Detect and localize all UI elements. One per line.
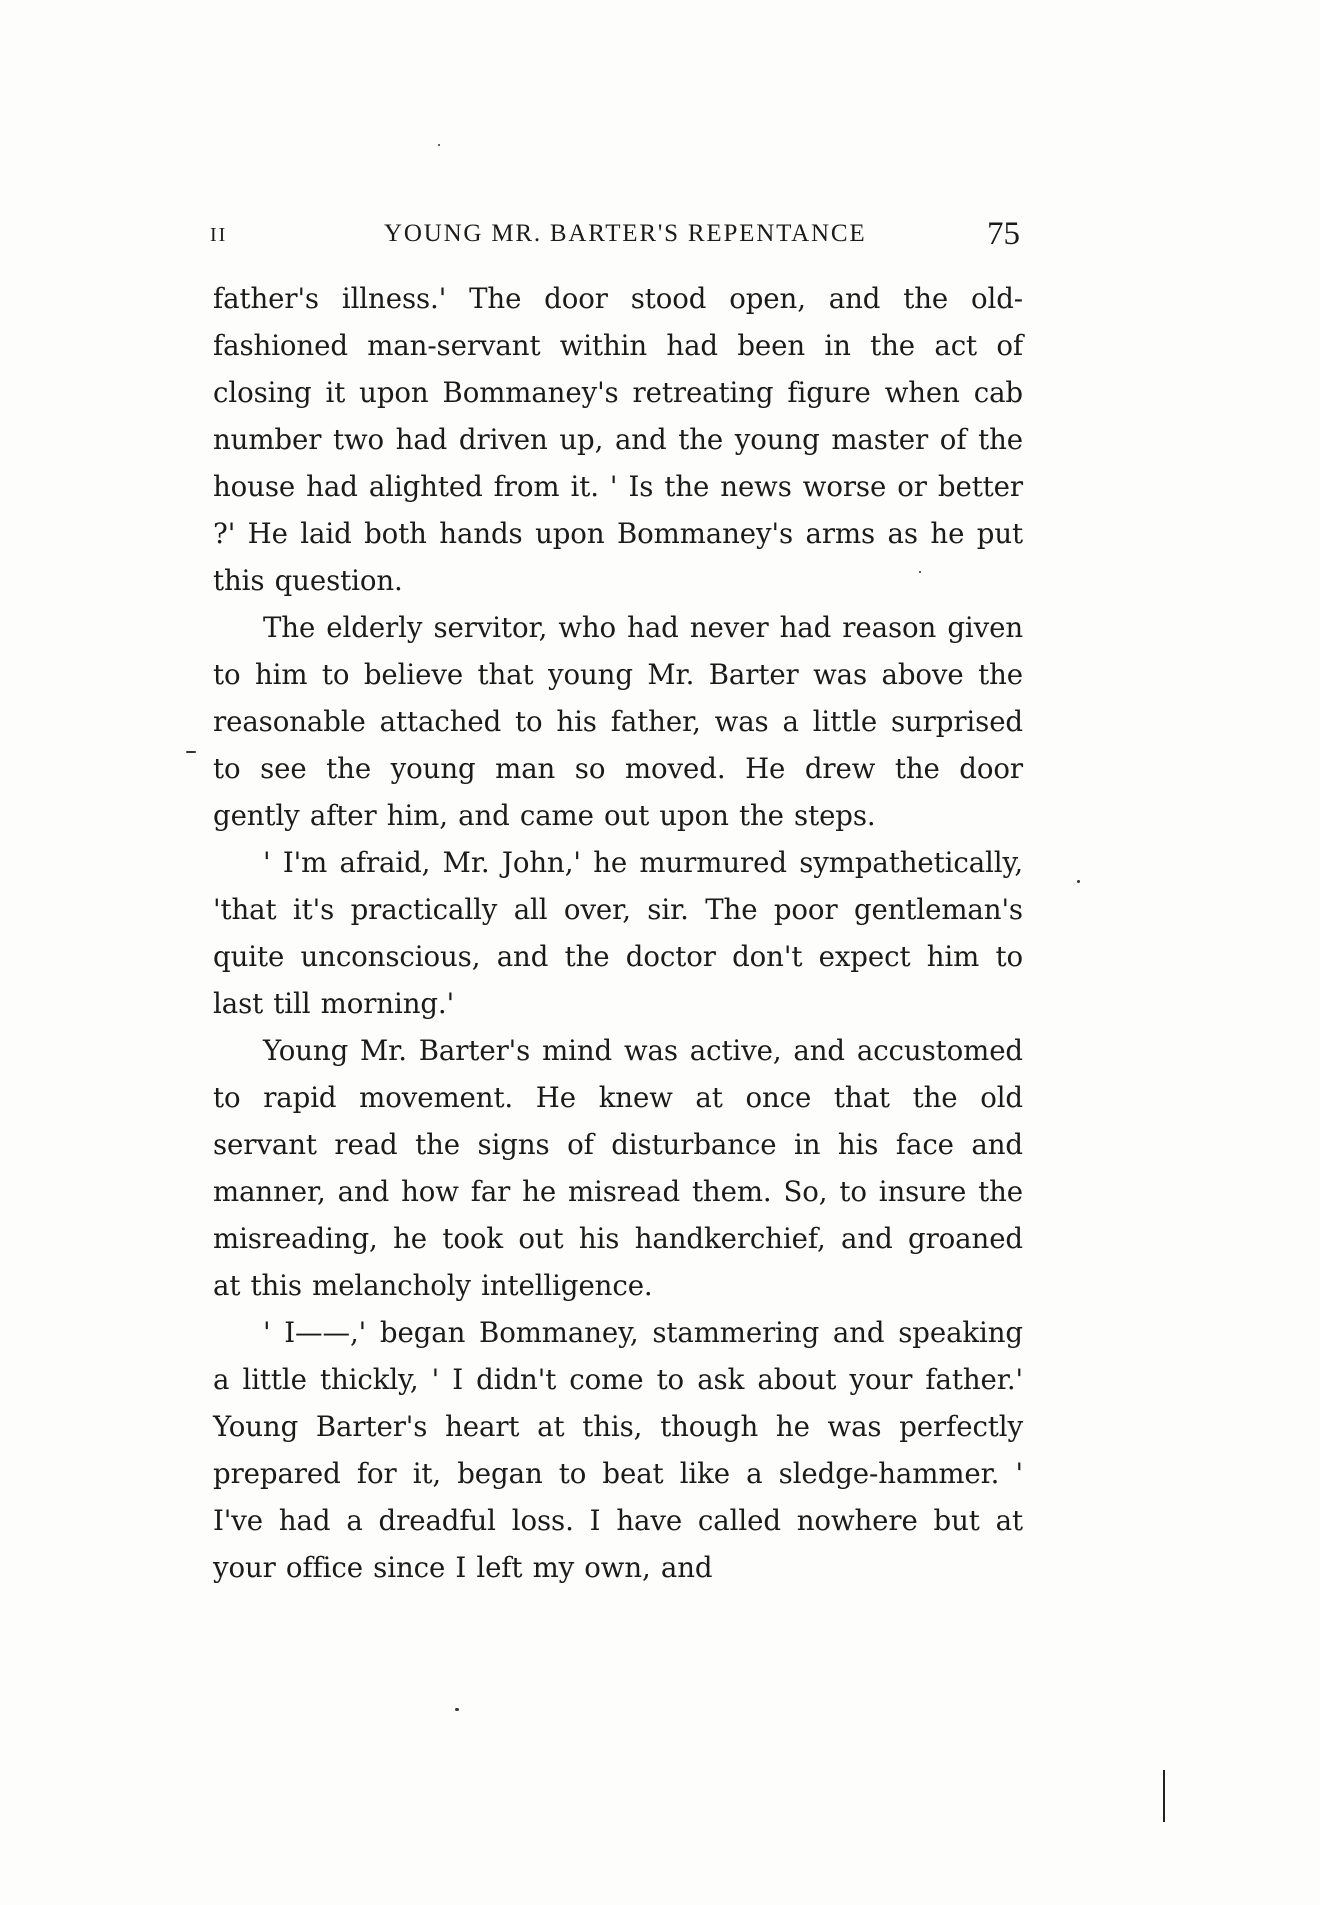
paragraph-continued: father's illness.' The door stood open, and the old-fashioned man-servant within had been in the act of closing it upon Bommaney's retreating figure when cab number two had driven up, and the young master of the house had alighted from it. ' Is the news worse or better ?' He laid both hands upon Bommaney's arms as he put this question. — [213, 282, 1023, 597]
scan-margin-line — [1163, 1770, 1165, 1822]
scan-speck — [919, 571, 921, 573]
paragraph: Young Mr. Barter's mind was active, and accustomed to rapid movement. He knew at once that the old servant read the signs of disturbance in his face and manner, and how far he misread them. So, to insure the misreading, he took out his handkerchief, and groaned at this melancholy intelligence. — [213, 1034, 1023, 1302]
scan-speck — [455, 1708, 459, 1711]
running-head — [210, 216, 1026, 256]
scan-speck — [438, 144, 440, 146]
paragraph: ' I'm afraid, Mr. John,' he murmured sympathetically, 'that it's practically all over, sir. The poor gentleman's quite unconscious, and the doctor don't expect him to last till morning.' — [213, 846, 1023, 1020]
paragraph: ' I——,' began Bommaney, stammering and speaking a little thickly, ' I didn't come to ask about your father.' Young Barter's heart at this, though he was perfectly prepared for it, began to beat like a sledge-hammer. ' I've had a dreadful loss. I have called nowhere but at your office since I left my own, and — [213, 1316, 1023, 1584]
chapter-number: II — [210, 224, 228, 246]
page-number: 75 — [987, 216, 1020, 252]
scan-speck — [186, 751, 196, 753]
scan-speck — [1077, 880, 1080, 883]
paragraph: The elderly servitor, who had never had reason given to him to believe that young Mr. Barter was above the reasonable attached to his father, was a little surprised to see the young man so moved. He drew the door gently after him, and came out upon the steps. — [213, 611, 1023, 832]
body-text — [213, 275, 1023, 1591]
running-title: YOUNG MR. BARTER'S REPENTANCE — [384, 220, 867, 247]
